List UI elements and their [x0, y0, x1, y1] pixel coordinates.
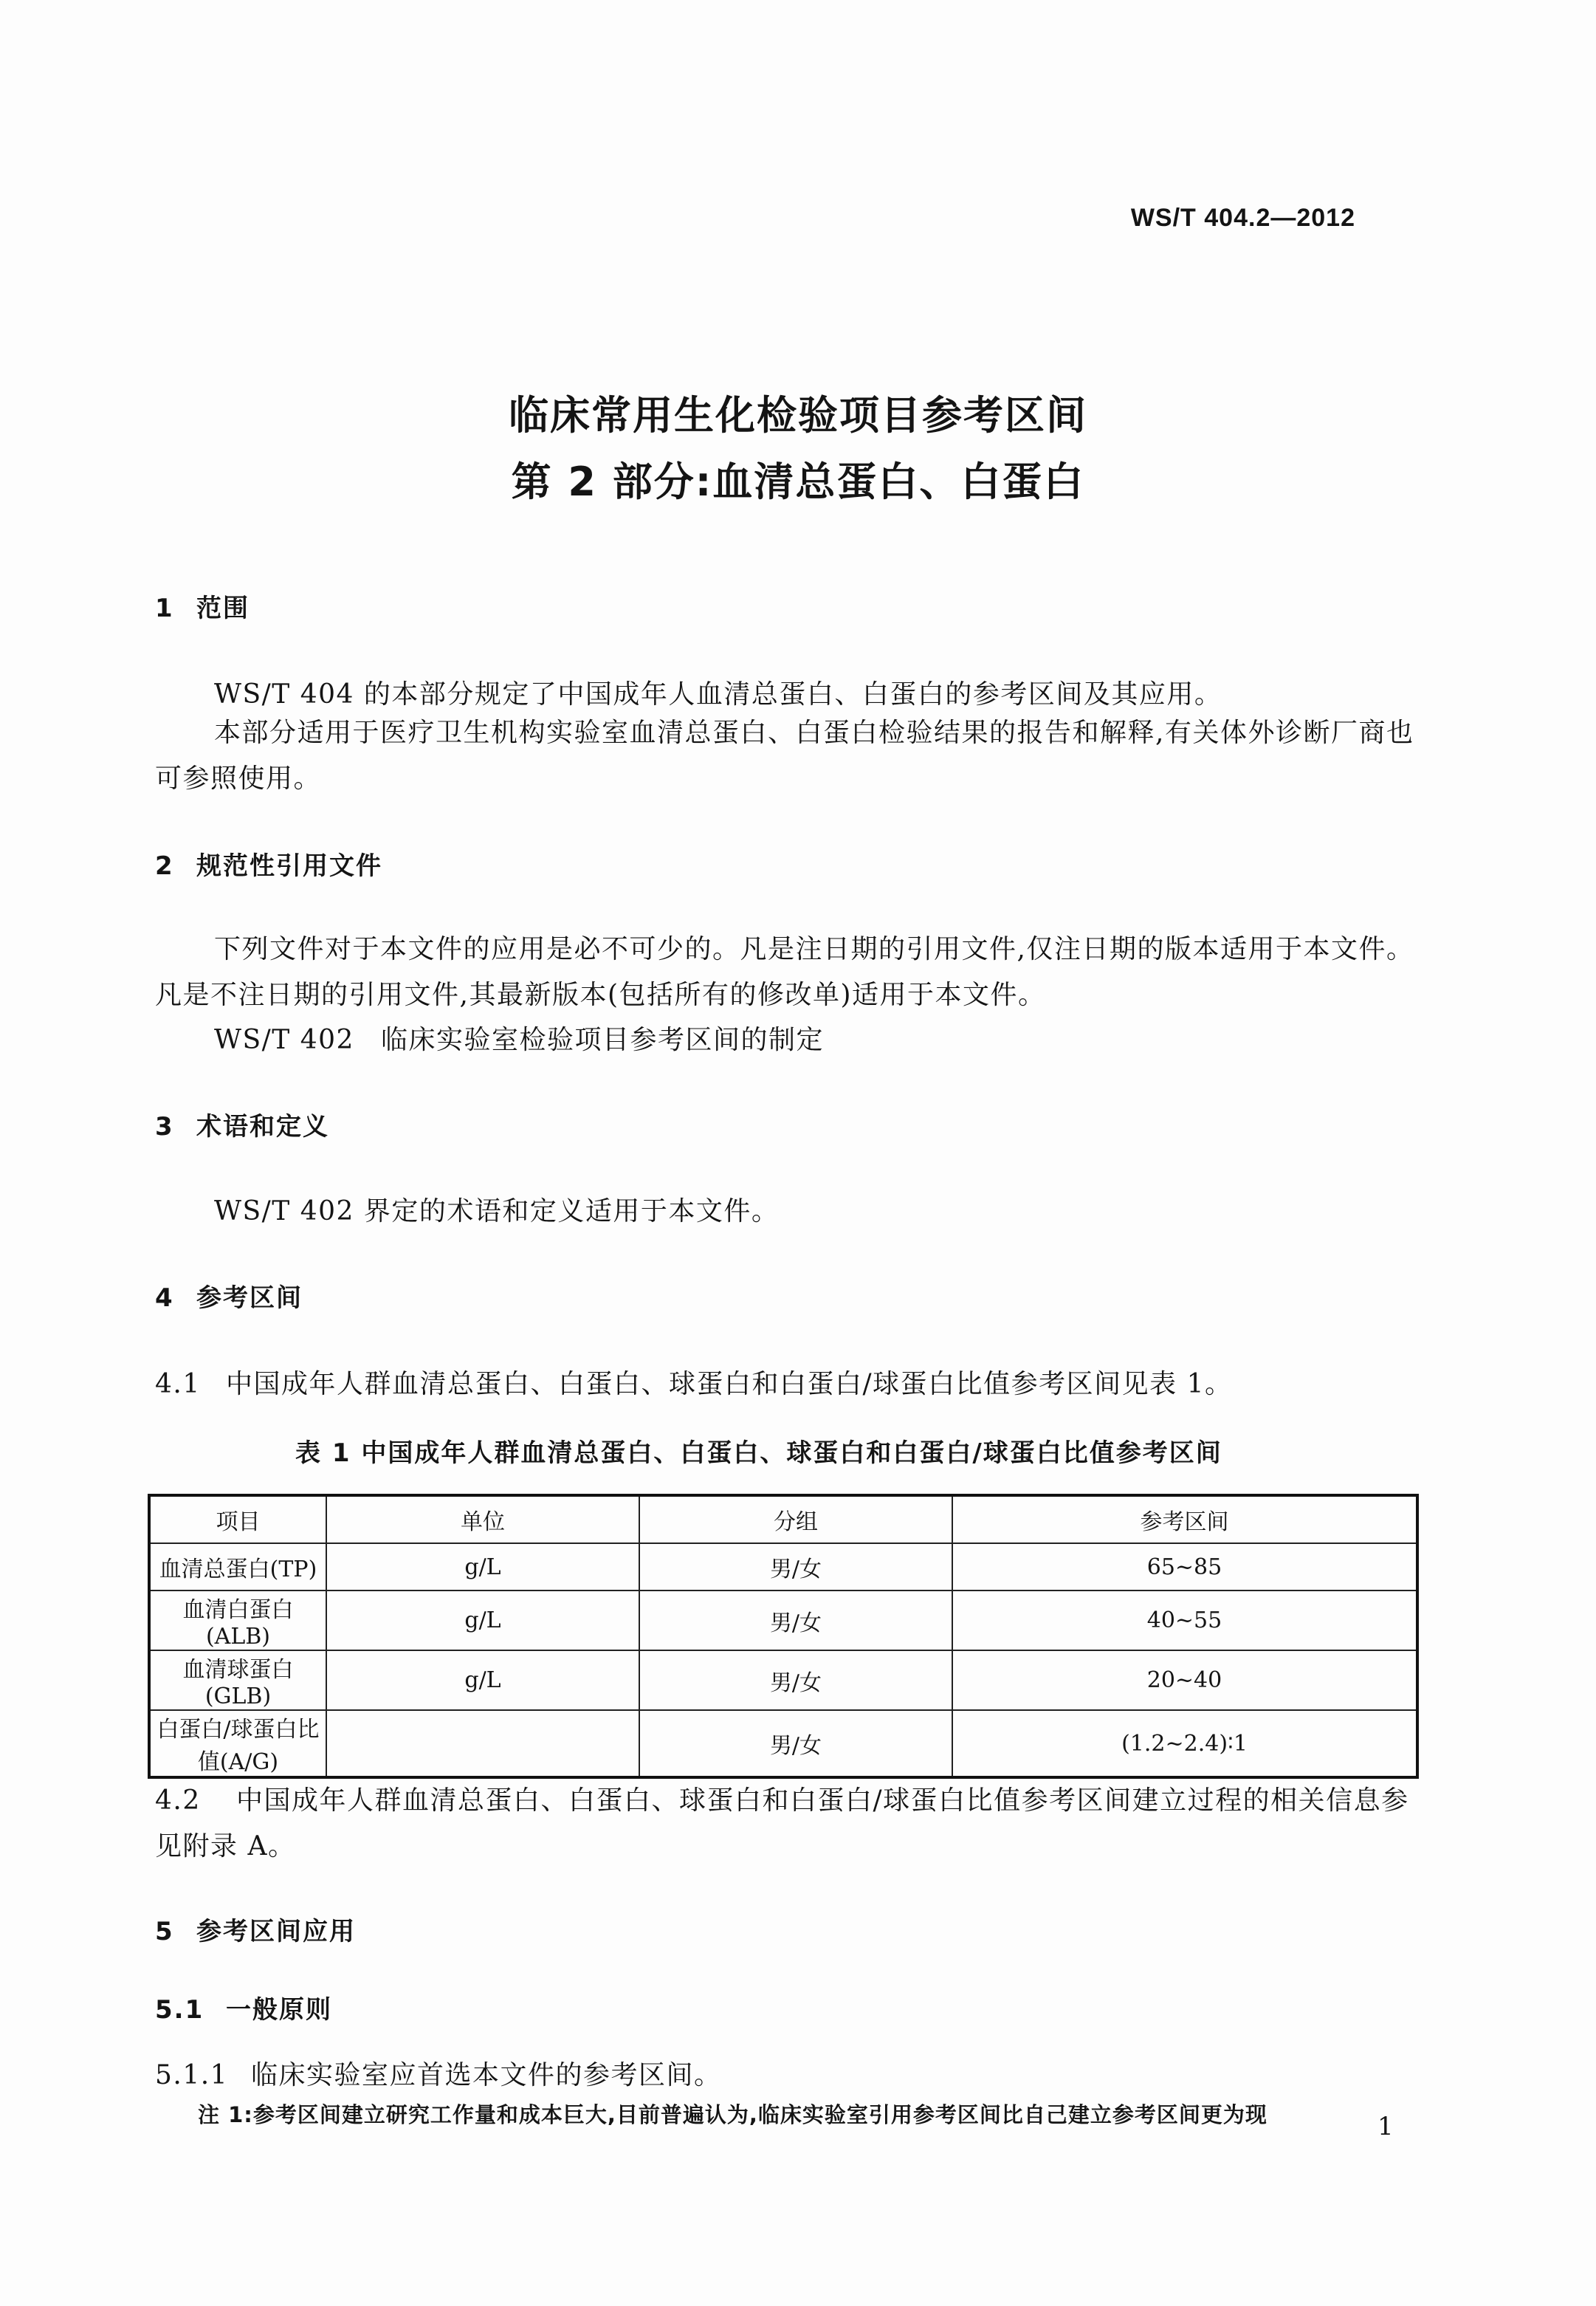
- table-cell: 40~55: [952, 1590, 1417, 1650]
- section-number: 5: [155, 1917, 174, 1946]
- clause-text: 中国成年人群血清总蛋白、白蛋白、球蛋白和白蛋白/球蛋白比值参考区间建立过程的相关信息参见附录 A。: [155, 1785, 1409, 1861]
- table-cell: 男/女: [639, 1710, 952, 1777]
- clause-title: 一般原则: [226, 1995, 332, 2025]
- normative-reference: [214, 1019, 824, 1057]
- section-title: 参考区间: [196, 1283, 303, 1313]
- table-cell: 男/女: [639, 1543, 952, 1590]
- table-cell: 血清总蛋白(TP): [149, 1543, 326, 1590]
- page-number: 1: [1377, 2112, 1394, 2141]
- table-row: [149, 1590, 1417, 1650]
- section-1-paragraph-2: 本部分适用于医疗卫生机构实验室血清总蛋白、白蛋白检验结果的报告和解释,有关体外诊断厂商也可参照使用。: [155, 718, 1414, 794]
- table-cell: 血清白蛋白(ALB): [149, 1590, 326, 1650]
- table-1-caption: 表 1 中国成年人群血清总蛋白、白蛋白、球蛋白和白蛋白/球蛋白比值参考区间: [295, 1438, 1222, 1468]
- clause-5-1-1: [155, 2054, 722, 2092]
- section-3-paragraph-1: WS/T 402 界定的术语和定义适用于本文件。: [214, 1196, 780, 1226]
- note-1: 注 1:参考区间建立研究工作量和成本巨大,目前普遍认为,临床实验室引用参考区间比自己建立参考区间更为现: [198, 2102, 1267, 2127]
- section-title: 范围: [196, 594, 250, 623]
- header-cell: 分组: [639, 1495, 952, 1543]
- table-cell: [326, 1710, 639, 1777]
- section-1-heading: [155, 588, 250, 624]
- table-row: [149, 1650, 1417, 1710]
- reference-title: 临床实验室检验项目参考区间的制定: [380, 1025, 824, 1055]
- header-cell: 单位: [326, 1495, 639, 1543]
- table-cell: 男/女: [639, 1590, 952, 1650]
- section-3-heading: [155, 1106, 329, 1142]
- table-cell: g/L: [326, 1590, 639, 1650]
- table-header-row: [149, 1495, 1417, 1543]
- table-cell: 血清球蛋白(GLB): [149, 1650, 326, 1710]
- section-2-heading: [155, 845, 382, 882]
- table-cell: 白蛋白/球蛋白比值(A/G): [149, 1710, 326, 1777]
- table-cell: g/L: [326, 1543, 639, 1590]
- section-title: 规范性引用文件: [196, 851, 382, 881]
- section-number: 4: [155, 1283, 174, 1313]
- reference-code: WS/T 402: [214, 1025, 354, 1055]
- standard-code: WS/T 404.2—2012: [1130, 204, 1355, 232]
- table-row: [149, 1710, 1417, 1777]
- clause-4-2: [155, 1778, 1425, 1870]
- section-title: 术语和定义: [196, 1112, 329, 1142]
- clause-5-1-heading: [155, 1989, 332, 2025]
- clause-number: 4.2: [155, 1785, 201, 1816]
- clause-number: 5.1.1: [155, 2060, 229, 2090]
- table-cell: (1.2~2.4)∶1: [952, 1710, 1417, 1777]
- table-cell: 20~40: [952, 1650, 1417, 1710]
- table-row: [149, 1543, 1417, 1590]
- section-2-paragraph-1: 下列文件对于本文件的应用是必不可少的。凡是注日期的引用文件,仅注日期的版本适用于本文件。凡是不注日期的引用文件,其最新版本(包括所有的修改单)适用于本文件。: [155, 934, 1414, 1010]
- table-cell: g/L: [326, 1650, 639, 1710]
- clause-number: 4.1: [155, 1369, 201, 1399]
- clause-text: 临床实验室应首选本文件的参考区间。: [251, 2060, 722, 2090]
- section-title: 参考区间应用: [196, 1917, 356, 1946]
- section-number: 1: [155, 594, 174, 623]
- document-title-line1: 临床常用生化检验项目参考区间: [509, 392, 1087, 439]
- clause-text: 中国成年人群血清总蛋白、白蛋白、球蛋白和白蛋白/球蛋白比值参考区间见表 1。: [226, 1369, 1233, 1399]
- section-number: 3: [155, 1112, 174, 1142]
- document-title-line2: 第 2 部分:血清总蛋白、白蛋白: [511, 459, 1085, 505]
- reference-interval-table: [148, 1494, 1419, 1779]
- section-5-heading: [155, 1911, 356, 1947]
- section-4-heading: [155, 1277, 303, 1314]
- table-cell: 男/女: [639, 1650, 952, 1710]
- section-1-paragraph-1: WS/T 404 的本部分规定了中国成年人血清总蛋白、白蛋白的参考区间及其应用。: [214, 679, 1222, 710]
- header-cell: 项目: [149, 1495, 326, 1543]
- clause-number: 5.1: [155, 1995, 204, 2025]
- header-cell: 参考区间: [952, 1495, 1417, 1543]
- clause-4-1: [155, 1363, 1232, 1401]
- table-cell: 65~85: [952, 1543, 1417, 1590]
- section-number: 2: [155, 851, 174, 881]
